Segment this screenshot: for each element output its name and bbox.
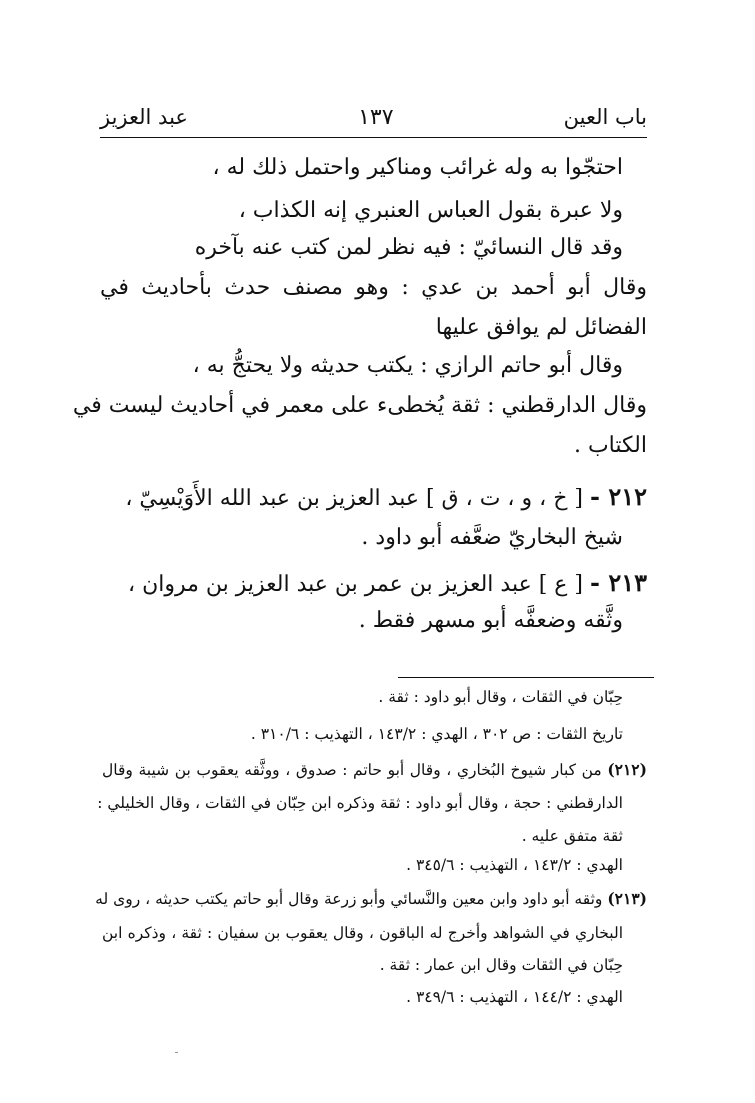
scan-speck (175, 1052, 178, 1053)
footnote-213-number: (٢١٣) (607, 889, 647, 908)
footnote-line: حِبّان في الثقات وقال ابن عمار : ثقة . (379, 956, 623, 974)
body-line: وقد قال النسائيّ : فيه نظر لمن كتب عنه بآخره (194, 235, 623, 260)
header-rule (100, 137, 647, 138)
footnote-212-text: من كبار شيوخ البُخاري ، وقال أبو حاتم : صدوق ، ووثَّقه يعقوب بن شيبة وقال (102, 761, 602, 779)
body-line: الكتاب . (573, 433, 647, 458)
entry-212-line: شيخ البخاريّ ضعَّفه أبو داود . (361, 525, 623, 550)
section-title: عبد العزيز (100, 105, 188, 129)
chapter-title: باب العين (563, 105, 647, 129)
body-line: وقال أبو أحمد بن عدي : وهو مصنف حدث بأحاديث في (100, 275, 647, 300)
body-line: وقال أبو حاتم الرازي : يكتب حديثه ولا يحتجُّ به ، (192, 353, 623, 378)
footnote-213 (95, 888, 647, 910)
running-header (100, 100, 647, 134)
body-line: الفضائل لم يوافق عليها (435, 315, 647, 340)
footnote-line: حِبّان في الثقات ، وقال أبو داود : ثقة . (378, 688, 623, 706)
footnote-212-number: (٢١٢) (607, 760, 647, 779)
footnote-line: ثقة متفق عليه . (521, 827, 623, 845)
body-line: احتجّوا به وله غرائب ومناكير واحتمل ذلك له ، (212, 155, 623, 180)
footnote-line: البخاري في الشواهد وأخرج له الباقون ، وقال يعقوب بن سفيان : ثقة ، وذكره ابن (102, 924, 623, 942)
footnote-line: تاريخ الثقات : ص ٣٠٢ ، الهدي : ١٤٣/٢ ، التهذيب : ٣١٠/٦ . (250, 725, 623, 743)
footnote-212 (102, 759, 647, 781)
body-line: ولا عبرة بقول العباس العنبري إنه الكذاب ، (238, 198, 623, 223)
entry-213-line: وثَّقه وضعفَّه أبو مسهر فقط . (358, 608, 623, 633)
footnote-line: الدارقطني : حجة ، وقال أبو داود : ثقة وذكره ابن حِبّان في الثقات ، وقال الخليلي : (97, 794, 623, 812)
footnote-213-text: وثقه أبو داود وابن معين والنَّسائي وأبو زرعة وقال أبو حاتم يكتب حديثه ، روى له (95, 890, 603, 908)
entry-212-heading (100, 482, 647, 514)
entry-212-text: [ خ ، و ، ت ، ق ] عبد العزيز بن عبد الله الأَوَيْسِيّ ، (125, 486, 583, 511)
footnote-rule (398, 677, 654, 678)
entry-213-text: [ ع ] عبد العزيز بن عمر بن عبد العزيز بن مروان ، (127, 572, 583, 597)
page-number: ١٣٧ (358, 104, 394, 130)
entry-213-number: ٢١٣ - (590, 568, 647, 597)
entry-212-number: ٢١٢ - (590, 482, 647, 511)
footnote-line: الهدي : ١٤٣/٢ ، التهذيب : ٣٤٥/٦ . (406, 856, 623, 874)
body-line: وقال الدارقطني : ثقة يُخطىء على معمر في أحاديث ليست في (72, 393, 647, 418)
footnote-line: الهدي : ١٤٤/٢ ، التهذيب : ٣٤٩/٦ . (406, 988, 623, 1006)
entry-213-heading (100, 568, 647, 600)
